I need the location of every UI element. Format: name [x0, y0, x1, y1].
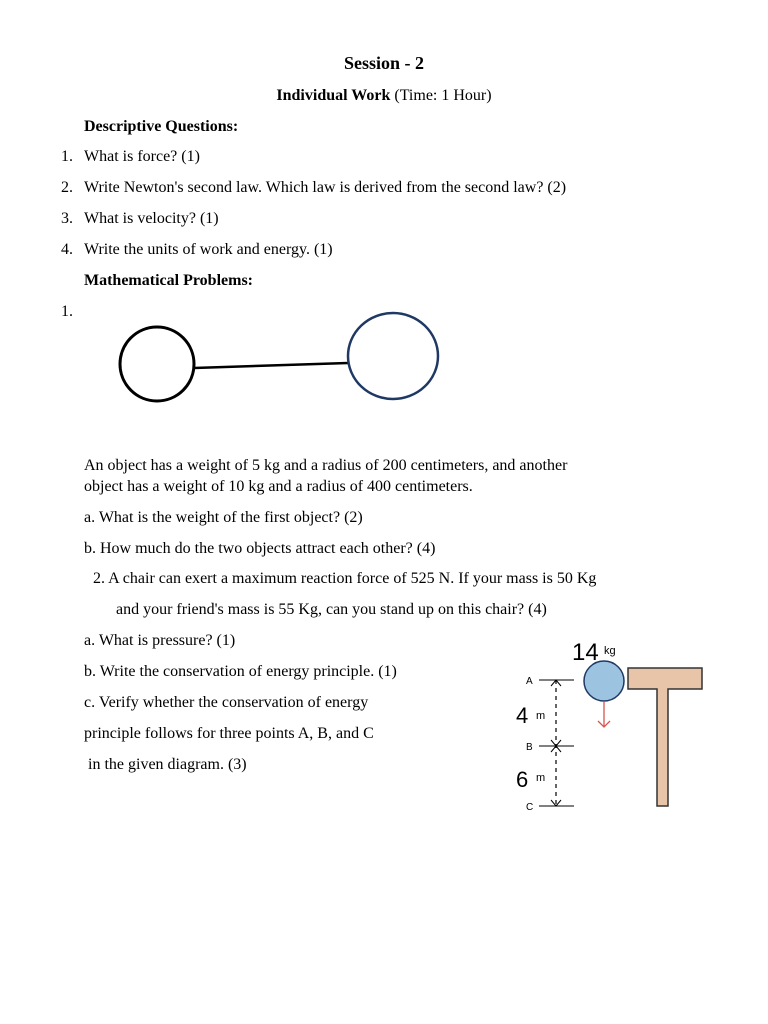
problem-1-description-cont: object has a weight of 10 kg and a radius of 400 centimeters. — [84, 478, 473, 495]
object-1-circle — [120, 327, 194, 401]
distance-ab-value: 4 — [516, 703, 529, 728]
connecting-line — [194, 363, 348, 368]
list-item-text: Write the units of work and energy. (1) — [84, 241, 333, 258]
list-item-number: 2. — [61, 179, 73, 196]
mass-value: 14 — [572, 639, 599, 666]
point-a-label: A — [526, 676, 533, 687]
problem-1-question-a: a. What is the weight of the first object? (2) — [84, 509, 363, 526]
ball — [584, 661, 624, 701]
problem-2-statement: 2. A chair can exert a maximum reaction force of 525 N. If your mass is 50 Kg — [93, 570, 597, 587]
problem-2-statement-cont: and your friend's mass is 55 Kg, can you stand up on this chair? (4) — [116, 601, 547, 618]
stand — [628, 668, 702, 806]
problem-2-question-a: a. What is pressure? (1) — [84, 632, 236, 649]
list-item-number: 1. — [61, 148, 73, 165]
problem-2-question-c-end: in the given diagram. (3) — [84, 756, 247, 773]
distance-bc-value: 6 — [516, 767, 529, 792]
list-item-text: Write Newton's second law. Which law is derived from the second law? (2) — [84, 179, 567, 196]
distance-ab-unit: m — [536, 710, 546, 722]
list-item-text: What is velocity? (1) — [84, 210, 219, 227]
point-c-label: C — [526, 802, 534, 813]
problem-1-question-b: b. How much do the two objects attract each other? (4) — [84, 540, 436, 557]
subtitle-rest: (Time: 1 Hour) — [390, 87, 492, 104]
energy-diagram — [510, 630, 740, 820]
list-item-number: 3. — [61, 210, 73, 227]
two-objects-diagram — [0, 300, 768, 420]
list-item-text: What is force? (1) — [84, 148, 200, 165]
problem-2-question-c: c. Verify whether the conservation of energy — [84, 694, 369, 711]
problem-2-question-b: b. Write the conservation of energy principle. (1) — [84, 663, 397, 680]
object-2-circle — [348, 313, 438, 399]
problem-1-description: An object has a weight of 5 kg and a radius of 200 centimeters, and another — [84, 457, 568, 474]
mass-unit: kg — [604, 645, 616, 657]
point-b-label: B — [526, 742, 533, 753]
subtitle-bold: Individual Work — [276, 87, 391, 104]
mathematical-heading: Mathematical Problems: — [84, 272, 253, 289]
session-title: Session - 2 — [343, 53, 424, 73]
distance-bc-unit: m — [536, 772, 546, 784]
subtitle — [0, 86, 768, 106]
list-item-number: 4. — [61, 241, 73, 258]
problem-1-number: 1. — [61, 303, 73, 320]
problem-2-question-c-cont: principle follows for three points A, B, and C — [84, 725, 374, 742]
descriptive-heading: Descriptive Questions: — [84, 118, 239, 135]
